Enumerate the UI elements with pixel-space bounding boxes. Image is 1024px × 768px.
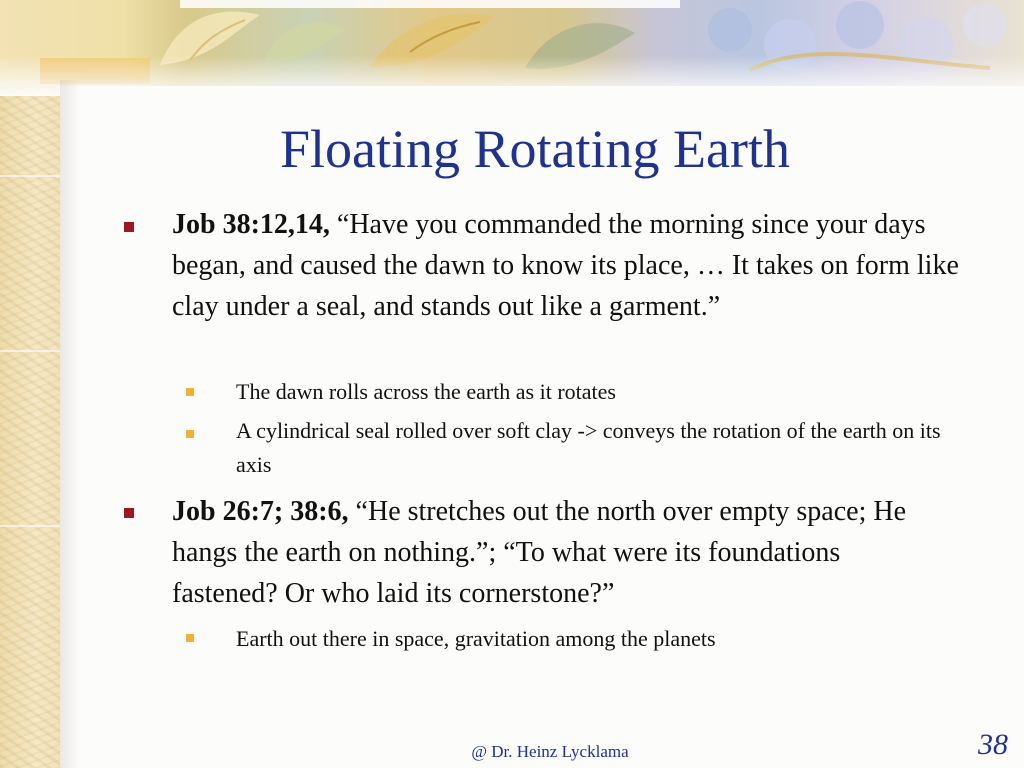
bullet-square-icon (124, 508, 134, 518)
bullet-square-icon (124, 222, 134, 232)
parchment-seam (0, 350, 60, 352)
sub-bullet-square-icon (186, 430, 194, 438)
banner-fade (0, 56, 1024, 96)
scripture-reference: Job 26:7; 38:6, (172, 496, 349, 527)
page-number: 38 (978, 728, 1008, 761)
bullet-item (172, 491, 952, 614)
scripture-quote: “He stretches out the north over empty space; He hangs the earth on nothing.”; “To what were its foundations fastened? Or who laid its cornerstone?” (172, 496, 907, 609)
sub-bullet-square-icon (186, 634, 194, 642)
bullet-item (172, 204, 962, 327)
slide-title: Floating Rotating Earth (280, 119, 790, 179)
scripture-reference: Job 38:12,14, (172, 209, 330, 240)
footer-credit: @ Dr. Heinz Lycklama (471, 742, 629, 761)
parchment-seam (0, 525, 60, 527)
sub-bullet-item: The dawn rolls across the earth as it rotates (236, 379, 616, 404)
sub-bullet-item: Earth out there in space, gravitation among the planets (236, 626, 716, 651)
sub-bullet-square-icon (186, 388, 194, 396)
sub-bullet-item: A cylindrical seal rolled over soft clay -> conveys the rotation of the earth on its axis (236, 418, 941, 477)
scripture-quote: “Have you commanded the morning since your days began, and caused the dawn to know its place, … It takes on form like clay under a seal, and stands out like a garment.” (172, 209, 959, 322)
